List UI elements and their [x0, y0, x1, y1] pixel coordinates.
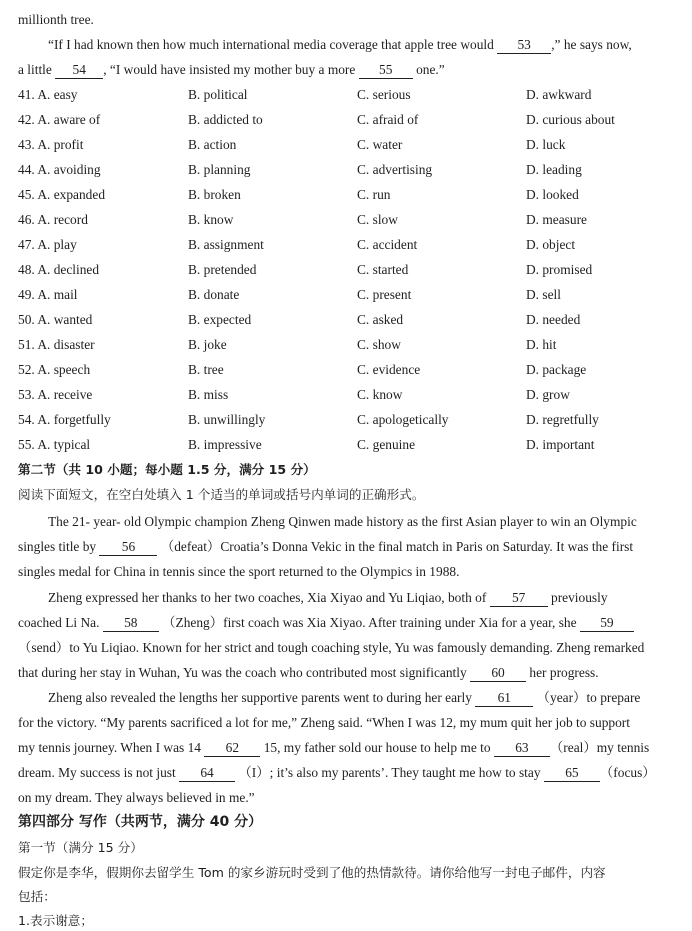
option-question: 48. A. declined [18, 262, 100, 277]
writing-prompt: 包括： [18, 889, 56, 904]
blank-63: 63 [494, 739, 550, 757]
option-b: B. action [188, 137, 237, 152]
text: a little [18, 62, 52, 77]
option-row [18, 261, 678, 278]
passage-line [18, 639, 682, 656]
option-question: 51. A. disaster [18, 337, 95, 352]
option-c: C. apologetically [357, 412, 449, 427]
option-row [18, 111, 678, 128]
option-row [18, 311, 678, 328]
text: millionth tree. [18, 12, 94, 27]
text: her progress. [529, 665, 599, 680]
option-b: B. miss [188, 387, 229, 402]
part-heading: 第四部分 写作（共两节，满分 40 分） [18, 814, 263, 830]
text: 15, my father sold our house to help me to [263, 740, 491, 755]
option-question: 53. A. receive [18, 387, 93, 402]
passage-line [18, 764, 682, 782]
text: that during her stay in Wuhan, Yu was the coach who contributed most significantly [18, 665, 467, 680]
option-b: B. political [188, 87, 248, 102]
option-c: C. run [357, 187, 391, 202]
option-c: C. advertising [357, 162, 433, 177]
option-question: 43. A. profit [18, 137, 84, 152]
option-b: B. know [188, 212, 234, 227]
passage-line [18, 789, 682, 806]
section-heading: 第二节（共 10 小题；每小题 1.5 分，满分 15 分） [18, 462, 316, 477]
option-b: B. unwillingly [188, 412, 266, 427]
blank-59: 59 [580, 614, 634, 632]
text: （defeat）Croatia’s Donna Vekic in the final match in Paris on Saturday. It was the first [160, 539, 634, 554]
passage-line [48, 36, 682, 54]
option-question: 54. A. forgetfully [18, 412, 111, 427]
option-d: D. hit [526, 337, 557, 352]
text: coached Li Na. [18, 615, 100, 630]
text: （focus） [599, 765, 656, 780]
option-row [18, 336, 678, 353]
option-row [18, 211, 678, 228]
blank-61: 61 [475, 689, 533, 707]
option-d: D. looked [526, 187, 579, 202]
passage-line [18, 614, 682, 632]
option-d: D. package [526, 362, 587, 377]
option-d: D. luck [526, 137, 566, 152]
passage-line [48, 589, 682, 607]
section-instruction: 阅读下面短文，在空白处填入 1 个适当的单词或括号内单词的正确形式。 [18, 487, 425, 502]
option-question: 50. A. wanted [18, 312, 93, 327]
option-b: B. planning [188, 162, 251, 177]
option-d: D. leading [526, 162, 582, 177]
text: （Zheng）first coach was Xia Xiyao. After training under Xia for a year, she [162, 615, 577, 630]
option-c: C. genuine [357, 437, 416, 452]
option-question: 41. A. easy [18, 87, 78, 102]
option-c: C. show [357, 337, 401, 352]
text: （I）; it’s also my parents’. They taught me how to stay [238, 765, 541, 780]
text: （real）my tennis [549, 740, 650, 755]
option-d: D. awkward [526, 87, 592, 102]
option-row [18, 136, 678, 153]
passage-line [18, 61, 682, 79]
option-c: C. accident [357, 237, 418, 252]
option-d: D. needed [526, 312, 581, 327]
blank-54: 54 [55, 61, 103, 79]
blank-56: 56 [99, 538, 157, 556]
passage-line [18, 664, 682, 682]
passage-line [48, 689, 682, 707]
option-row [18, 436, 678, 453]
option-row [18, 361, 678, 378]
blank-62: 62 [204, 739, 260, 757]
option-d: D. important [526, 437, 595, 452]
passage-line [18, 11, 682, 28]
option-b: B. joke [188, 337, 227, 352]
option-row [18, 186, 678, 203]
blank-65: 65 [544, 764, 600, 782]
text: on my dream. They always believed in me.” [18, 790, 255, 805]
passage-line [18, 714, 682, 731]
passage-line [18, 563, 682, 580]
text: singles medal for China in tennis since the sport returned to the Olympics in 1988. [18, 564, 460, 579]
option-d: D. curious about [526, 112, 615, 127]
option-c: C. asked [357, 312, 404, 327]
option-question: 55. A. typical [18, 437, 91, 452]
option-row [18, 386, 678, 403]
text: （send）to Yu Liqiao. Known for her strict and tough coaching style, Yu was famously demanding. Zheng remarked [18, 640, 645, 655]
option-c: C. water [357, 137, 403, 152]
text: （year）to prepare [536, 690, 641, 705]
option-b: B. tree [188, 362, 224, 377]
blank-55: 55 [359, 61, 413, 79]
text: , “I would have insisted my mother buy a more [103, 62, 356, 77]
text: my tennis journey. When I was 14 [18, 740, 201, 755]
option-d: D. sell [526, 287, 561, 302]
option-question: 46. A. record [18, 212, 88, 227]
option-c: C. know [357, 387, 403, 402]
option-b: B. impressive [188, 437, 262, 452]
option-row [18, 161, 678, 178]
text: “If I had known then how much international media coverage that apple tree would [48, 37, 494, 52]
blank-60: 60 [470, 664, 526, 682]
text: singles title by [18, 539, 97, 554]
option-row [18, 411, 678, 428]
option-d: D. grow [526, 387, 570, 402]
writing-prompt-item: 1.表示谢意； [18, 913, 93, 928]
option-d: D. object [526, 237, 576, 252]
option-d: D. measure [526, 212, 587, 227]
option-c: C. serious [357, 87, 411, 102]
text: The 21- year- old Olympic champion Zheng Qinwen made history as the first Asian player to win an Olympic [48, 514, 637, 529]
text: previously [551, 590, 608, 605]
option-d: D. regretfully [526, 412, 599, 427]
option-b: B. pretended [188, 262, 257, 277]
option-b: B. donate [188, 287, 240, 302]
option-c: C. started [357, 262, 409, 277]
option-c: C. afraid of [357, 112, 419, 127]
option-b: B. addicted to [188, 112, 263, 127]
option-row [18, 236, 678, 253]
option-b: B. broken [188, 187, 241, 202]
text: ,” he says now, [551, 37, 632, 52]
text: Zheng expressed her thanks to her two coaches, Xia Xiyao and Yu Liqiao, both of [48, 590, 487, 605]
option-b: B. assignment [188, 237, 264, 252]
writing-prompt: 假定你是李华，假期你去留学生 Tom 的家乡游玩时受到了他的热情款待。请你给他写一封电子邮件，内容 [18, 865, 606, 880]
text: Zheng also revealed the lengths her supportive parents went to during her early [48, 690, 472, 705]
option-row [18, 286, 678, 303]
text: one.” [416, 62, 445, 77]
option-question: 52. A. speech [18, 362, 91, 377]
option-b: B. expected [188, 312, 252, 327]
option-d: D. promised [526, 262, 593, 277]
option-question: 49. A. mail [18, 287, 78, 302]
option-c: C. present [357, 287, 412, 302]
blank-58: 58 [103, 614, 159, 632]
option-question: 42. A. aware of [18, 112, 101, 127]
passage-line [48, 513, 682, 530]
option-row [18, 86, 678, 103]
option-question: 45. A. expanded [18, 187, 106, 202]
blank-53: 53 [497, 36, 551, 54]
option-question: 47. A. play [18, 237, 77, 252]
blank-64: 64 [179, 764, 235, 782]
option-question: 44. A. avoiding [18, 162, 101, 177]
option-c: C. evidence [357, 362, 421, 377]
option-c: C. slow [357, 212, 398, 227]
text: dream. My success is not just [18, 765, 176, 780]
passage-line [18, 538, 682, 556]
passage-line [18, 739, 682, 757]
subsection-heading: 第一节（满分 15 分） [18, 840, 143, 855]
blank-57: 57 [490, 589, 548, 607]
text: for the victory. “My parents sacrificed a lot for me,” Zheng said. “When I was 12, my mum quit her job to support [18, 715, 630, 730]
